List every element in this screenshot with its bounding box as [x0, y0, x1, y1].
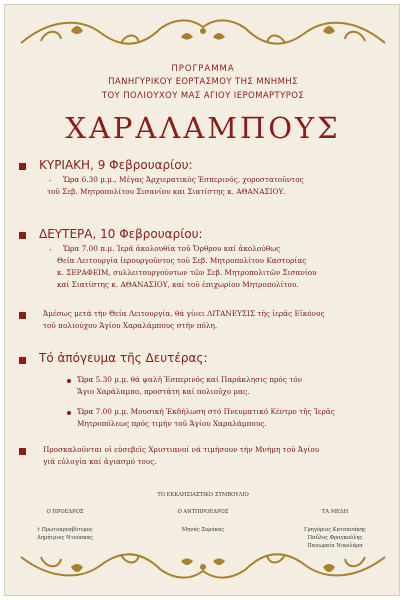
afternoon-vespers-line1: Ὥρα 5.30 μ.μ. θά ψαλῆ Ἑσπερινός καί Παράκλησις πρός τόν	[77, 375, 303, 384]
litany-line1: Ἀμέσως μετά τήν Θεία Λειτουργία, θά γίνει ΛΙΤΑΝΕΥΣΙΣ τῆς ἱερᾶς Εἰκόνος	[43, 309, 325, 318]
poster	[4, 4, 400, 596]
invitation-line1: Προσκαλοῦνται οἱ εὐσεβεῖς Χριστιανοί νά τιμήσουν τήν Μνήμη τοῦ Ἁγίου	[43, 445, 320, 454]
sunday-title: ΚΥΡΙΑΚΗ, 9 Φεβρουαρίου:	[39, 158, 193, 172]
monday-liturgy-line2: Θεία Λειτουργία ἱερουργοῦντος τοῦ Σεβ. Μητροπολίτου Καστορίας	[57, 256, 307, 265]
feast-heading: ΠΑΝΗΓΥΡΙΚΟΥ ΕΟΡΤΑΣΜΟΥ ΤΗΣ ΜΝΗΜΗΣ	[108, 77, 298, 87]
patron-heading: ΤΟΥ ΠΟΛΙΟΥΧΟΥ ΜΑΣ ΑΓΙΟΥ ΙΕΡΟΜΑΡΤΥΡΟΣ	[101, 91, 305, 101]
bullet-square	[19, 163, 26, 170]
members-label: ΤΑ ΜΕΛΗ	[321, 509, 349, 515]
afternoon-vespers-line2: Ἅγιο Χαράλαμπο, προστάτη καί πολιοῦχο μας.	[77, 387, 250, 396]
member-name: Γρηγόριος Κατσανάκης	[304, 527, 366, 533]
council-heading: ΤΟ ΕΚΚΛΗΣΙΑΣΤΙΚΟ ΣΥΜΒΟΥΛΙΟ	[157, 492, 249, 498]
invitation-line2: γιά εὐλογία καί ἁγιασμό τους.	[43, 457, 157, 466]
top-ornament	[11, 13, 395, 53]
vice-president-label: Ο ΑΝΤΙΠΡΟΕΔΡΟΣ	[177, 509, 229, 515]
bullet-dot	[67, 379, 71, 383]
afternoon-title: Τό ἀπόγευμα τῆς Δευτέρας:	[39, 351, 208, 365]
bottom-ornament	[11, 545, 395, 585]
president-title: † Πρωτοπρεσβύτερος	[37, 527, 93, 533]
saint-name-title: ΧΑΡΑΛΑΜΠΟΥΣ	[65, 111, 341, 145]
sunday-vespers-line1: Ὥρα 6.30 μ.μ., Μέγας Ἀρχιερατικὸς Ἑσπερινός, χοροστατοῦντος	[63, 175, 304, 184]
sunday-vespers-line2: τοῦ Σεβ. Μητροπολίτου Σισανίου και Σιατίστης κ. ΑΘΑΝΑΣΙΟΥ.	[47, 187, 286, 196]
monday-liturgy-line4: καί Σιατίστης κ. ΑΘΑΝΑΣΙΟΥ, καί τοῦ ἐπιχωρίου Μητροπολίτου.	[57, 280, 299, 289]
president-name: Δημήτριος Ντούσκας	[37, 535, 93, 541]
music-event-line2: Μητροπόλεως πρός τιμήν τοῦ Ἁγίου Χαραλάμπους.	[77, 419, 267, 428]
member-name: Πανωραία Νικολάρα	[307, 543, 363, 549]
member-name: Παῦλος Φραγκούλης	[307, 535, 363, 541]
bullet-square	[19, 357, 26, 364]
dash-marker: -	[49, 176, 52, 185]
vice-president-name: Μηνάς Σορόκας	[181, 527, 225, 533]
litany-line2: τοῦ πολιούχου Ἁγίου Χαραλάμπους στήν πόλη.	[43, 321, 218, 330]
music-event-line1: Ὥρα 7.00 μ.μ. Μουσική Ἐκδήλωση στό Πνευματικό Κέντρο τῆς Ἱερᾶς	[77, 407, 335, 416]
bullet-dot	[67, 411, 71, 415]
bullet-square	[19, 232, 26, 239]
program-heading: ΠΡΟΓΡΑΜΜΑ	[171, 64, 235, 74]
bullet-square	[19, 312, 26, 319]
monday-title: ΔΕΥΤΕΡΑ, 10 Φεβρουαρίου:	[39, 227, 203, 241]
monday-liturgy-line3: κ. ΣΕΡΑΦΕΙΜ, συλλειτουργούντων τῶν Σεβ. Μητροπολιτῶν Σισανίου	[57, 268, 317, 277]
monday-liturgy-line1: Ὥρα 7.00 π.μ. Ἱερά ἀκολουθία τοῦ Ὄρθρου καί ἀκολούθως	[63, 244, 281, 253]
president-label: Ο ΠΡΟΕΔΡΟΣ	[46, 509, 84, 515]
dash-marker: -	[49, 245, 52, 254]
bullet-square	[19, 448, 26, 455]
